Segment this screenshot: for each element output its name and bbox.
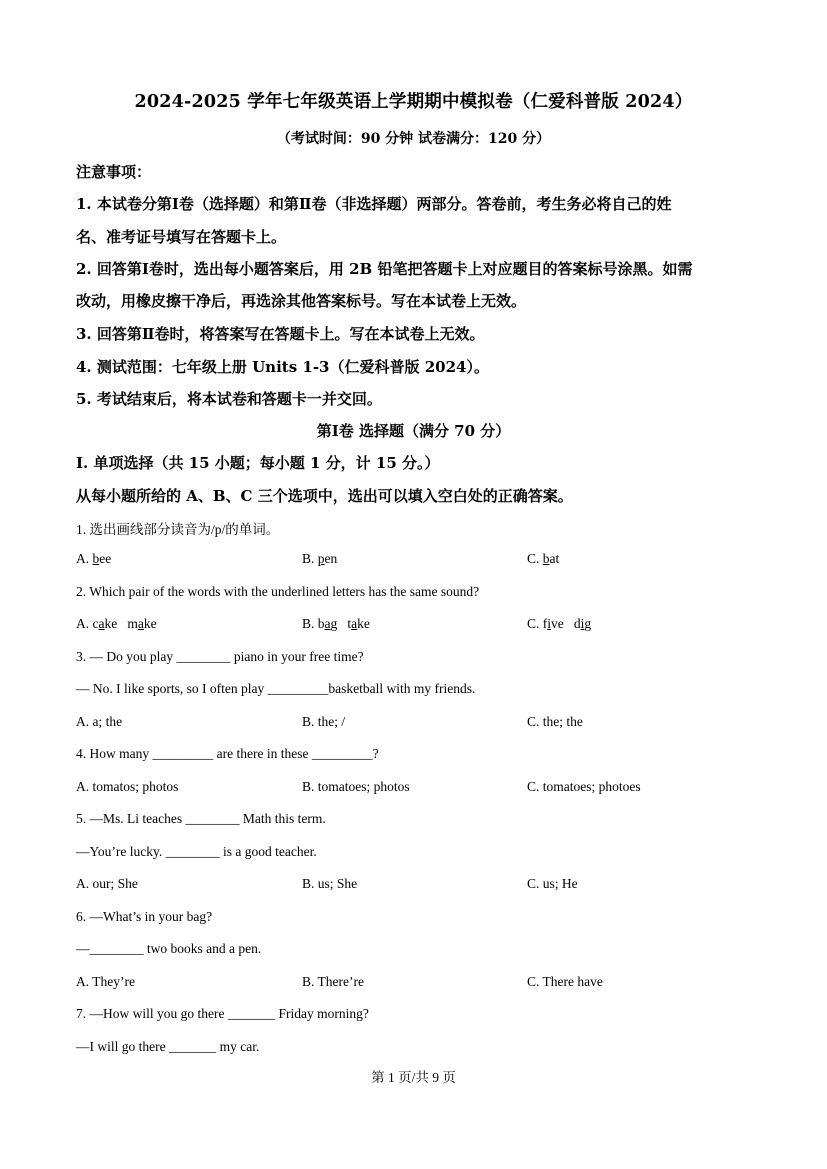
- q3-option-c[interactable]: C. the; the: [527, 714, 583, 729]
- q1-option-a[interactable]: A. bee: [76, 551, 112, 566]
- q3-option-b[interactable]: B. the; /: [302, 714, 346, 729]
- question-3-line1: 3. — Do you play ________ piano in your free time?: [76, 649, 364, 664]
- q6-option-b[interactable]: B. There’re: [302, 974, 364, 989]
- question-6-line1: 6. —What’s in your bag?: [76, 909, 213, 924]
- q2-option-b[interactable]: B. bag take: [302, 616, 370, 631]
- question-7-line1: 7. —How will you go there _______ Friday morning?: [76, 1006, 369, 1021]
- q6-option-c[interactable]: C. There have: [527, 974, 603, 989]
- note-line: 名、准考证号填写在答题卡上。: [76, 228, 287, 246]
- note-line: 2. 回答第Ⅰ卷时，选出每小题答案后，用 2B 铅笔把答题卡上对应题目的答案标号涂黑。如需: [76, 260, 693, 278]
- note-line: 改动，用橡皮擦干净后，再选涂其他答案标号。写在本试卷上无效。: [76, 292, 527, 310]
- q1-option-c[interactable]: C. bat: [527, 551, 560, 566]
- question-6-line2: —________ two books and a pen.: [76, 941, 262, 956]
- q1-option-b[interactable]: B. pen: [302, 551, 338, 566]
- question-2-stem: 2. Which pair of the words with the underlined letters has the same sound?: [76, 584, 480, 599]
- question-5-line1: 5. —Ms. Li teaches ________ Math this term.: [76, 811, 326, 826]
- q4-option-c[interactable]: C. tomatoes; photoes: [527, 779, 641, 794]
- section-title: 第Ⅰ卷 选择题（满分 70 分）: [316, 422, 511, 440]
- question-3-line2: — No. I like sports, so I often play _________basketball with my friends.: [76, 681, 476, 696]
- q2-option-c[interactable]: C. five dig: [527, 616, 592, 631]
- question-5-line2: —You’re lucky. ________ is a good teacher.: [76, 844, 317, 859]
- note-line: 4. 测试范围：七年级上册 Units 1-3（仁爱科普版 2024）。: [76, 358, 489, 376]
- question-7-line2: —I will go there _______ my car.: [76, 1039, 260, 1054]
- q2-option-a[interactable]: A. cake make: [76, 616, 157, 631]
- q3-option-a[interactable]: A. a; the: [76, 714, 123, 729]
- exam-info: （考试时间：90 分钟 试卷满分：120 分）: [276, 131, 551, 147]
- part-instruction: 从每小题所给的 A、B、C 三个选项中，选出可以填入空白处的正确答案。: [76, 487, 573, 505]
- notes-heading: 注意事项：: [76, 163, 152, 181]
- page-number: 第 1 页/共 9 页: [371, 1070, 456, 1085]
- page-title: 2024-2025 学年七年级英语上学期期中模拟卷（仁爱科普版 2024）: [134, 92, 693, 112]
- note-line: 1. 本试卷分第Ⅰ卷（选择题）和第Ⅱ卷（非选择题）两部分。答卷前，考生务必将自己的姓: [76, 195, 672, 213]
- part-title: I. 单项选择（共 15 小题；每小题 1 分，计 15 分。）: [76, 454, 440, 472]
- q5-option-c[interactable]: C. us; He: [527, 876, 578, 891]
- q4-option-a[interactable]: A. tomatos; photos: [76, 779, 179, 794]
- question-1-stem: 1. 选出画线部分读音为/p/的单词。: [76, 522, 280, 537]
- q5-option-b[interactable]: B. us; She: [302, 876, 358, 891]
- q6-option-a[interactable]: A. They’re: [76, 974, 135, 989]
- note-line: 5. 考试结束后，将本试卷和答题卡一并交回。: [76, 390, 382, 408]
- q5-option-a[interactable]: A. our; She: [76, 876, 138, 891]
- q4-option-b[interactable]: B. tomatoes; photos: [302, 779, 410, 794]
- question-4-stem: 4. How many _________ are there in these _________?: [76, 746, 379, 761]
- note-line: 3. 回答第Ⅱ卷时，将答案写在答题卡上。写在本试卷上无效。: [76, 325, 485, 343]
